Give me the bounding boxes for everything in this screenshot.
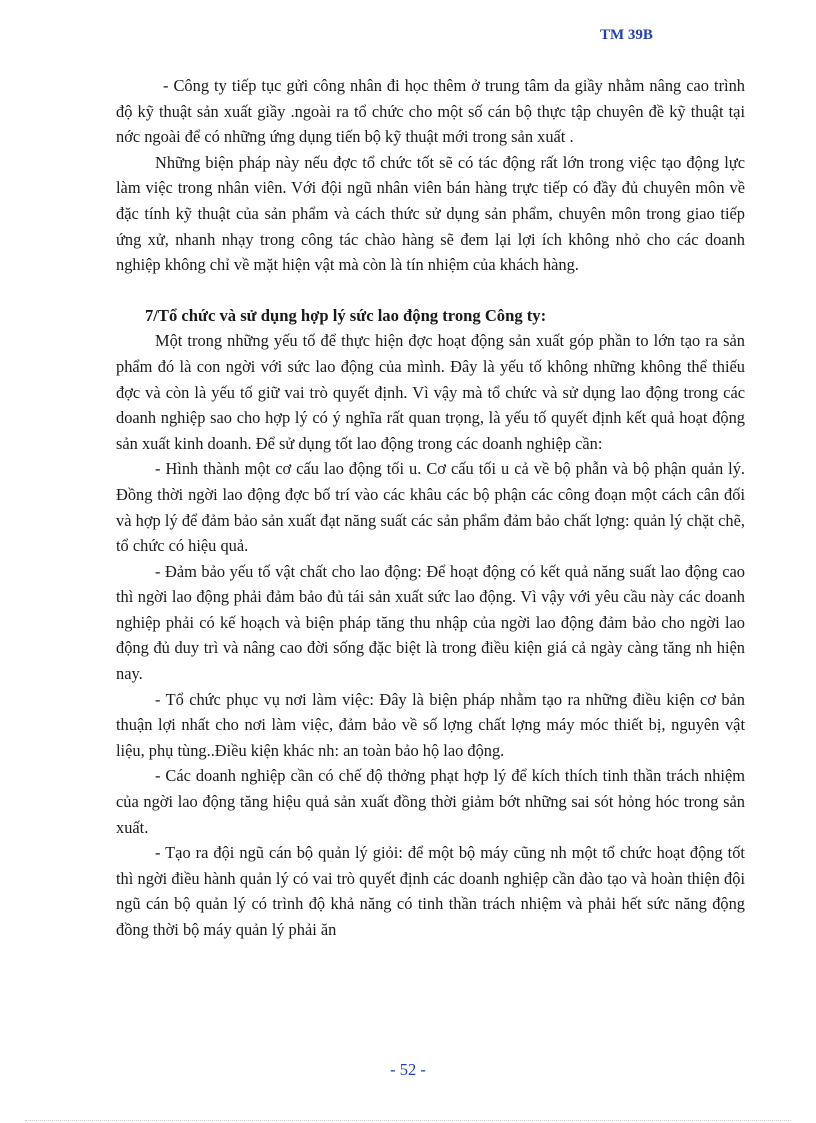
paragraph-measures: Những biện pháp này nếu đợc tổ chức tốt sẽ có tác động rất lớn trong việc tạo động lực làm việc trong nhân viên. Với đội ngũ nhân viên bán hàng trực tiếp có đầy đủ chuyên môn về đặc tính kỹ thuật của sản phẩm và cách thức sử dụng sản phẩm, chuyên môn trong giao tiếp ứng xử, nhanh nhạy trong công tác chào hàng sẽ đem lại lợi ích không nhỏ cho các doanh nghiệp không chỉ về mặt hiện vật mà còn là tín nhiệm của khách hàng.: [116, 152, 745, 275]
page-body: [116, 73, 745, 943]
paragraph-reward-penalty: - Các doanh nghiệp cần có chế độ thởng phạt hợp lý để kích thích tinh thần trách nhiệm của ngời lao động tăng hiệu quả sản xuất đồng thời giảm bớt những sai sót hỏng hóc trong sản xuất.: [116, 766, 745, 837]
section-heading: 7/Tổ chức và sử dụng hợp lý sức lao động trong Công ty:: [145, 305, 547, 325]
paragraph-workplace: - Tổ chức phục vụ nơi làm việc: Đây là biện pháp nhằm tạo ra những điều kiện cơ bản thuận lợi nhất cho nơi làm việc, đảm bảo về số lợng chất lợng máy móc thiết bị, nguyên vật liệu, phụ tùng..Điều kiện khác nh: an toàn bảo hộ lao động.: [116, 689, 745, 760]
document-code: TM 39B: [600, 27, 653, 43]
paragraph-labor-structure: - Hình thành một cơ cấu lao động tối u. Cơ cấu tối u cả về bộ phẫn và bộ phận quản lý. Đồng thời ngời lao động đợc bố trí vào các khâu các bộ phận các công đoạn một cách cân đối và hợp lý để đảm bảo sản xuất đạt năng suất các sản phẩm đảm bảo chất lợng: quản lý chặt chẽ, tổ chức có hiệu quả.: [116, 459, 745, 556]
page-number: - 52 -: [390, 1060, 426, 1079]
paragraph-intro: Một trong những yếu tố để thực hiện đợc hoạt động sản xuất góp phần to lớn tạo ra sản phẩm đó là con ngời với sức lao động của mình. Đây là yếu tố không những không thể thiếu đợc và còn là yếu tố giữ vai trò quyết định. Vì vậy mà tổ chức và sử dụng lao động trong các doanh nghiệp sao cho hợp lý có ý nghĩa rất quan trọng, là yếu tố quyết định kết quả hoạt động sản xuất kinh doanh. Để sử dụng tốt lao động trong các doanh nghiệp cần:: [116, 331, 745, 453]
paragraph-material-conditions: - Đảm bảo yếu tố vật chất cho lao động: Để hoạt động có kết quả năng suất lao động cao thì ngời lao động phải đảm bảo đủ tái sản xuất sức lao động. Vì vậy với yêu cầu này các doanh nghiệp phải có kế hoạch và biện pháp tăng thu nhập của ngời lao động đảm bảo cho ngời lao động đủ duy trì và nâng cao đời sống đặc biệt là trong điều kiện giá cả ngày càng tăng nh hiện nay.: [116, 561, 745, 684]
paragraph-management-team: - Tạo ra đội ngũ cán bộ quản lý giỏi: để một bộ máy cũng nh một tổ chức hoạt động tốt thì ngời điều hành quản lý có vai trò quyết định các doanh nghiệp cần đào tạo và hoàn thiện đội ngũ cán bộ quản lý có trình độ khả năng có tinh thần trách nhiệm và phải hết sức năng động đồng thời bộ máy quản lý phải ăn: [116, 843, 745, 939]
page-bottom-divider: [25, 1120, 791, 1121]
paragraph-training: - Công ty tiếp tục gửi công nhân đi học thêm ở trung tâm da giầy nhằm nâng cao trình độ kỹ thuật sản xuất giầy .ngoài ra tổ chức cho một số cán bộ thực tập chuyên đề kỹ thuật tại nớc ngoài để có những ứng dụng tiến bộ kỹ thuật mới trong sản xuất .: [116, 76, 745, 147]
